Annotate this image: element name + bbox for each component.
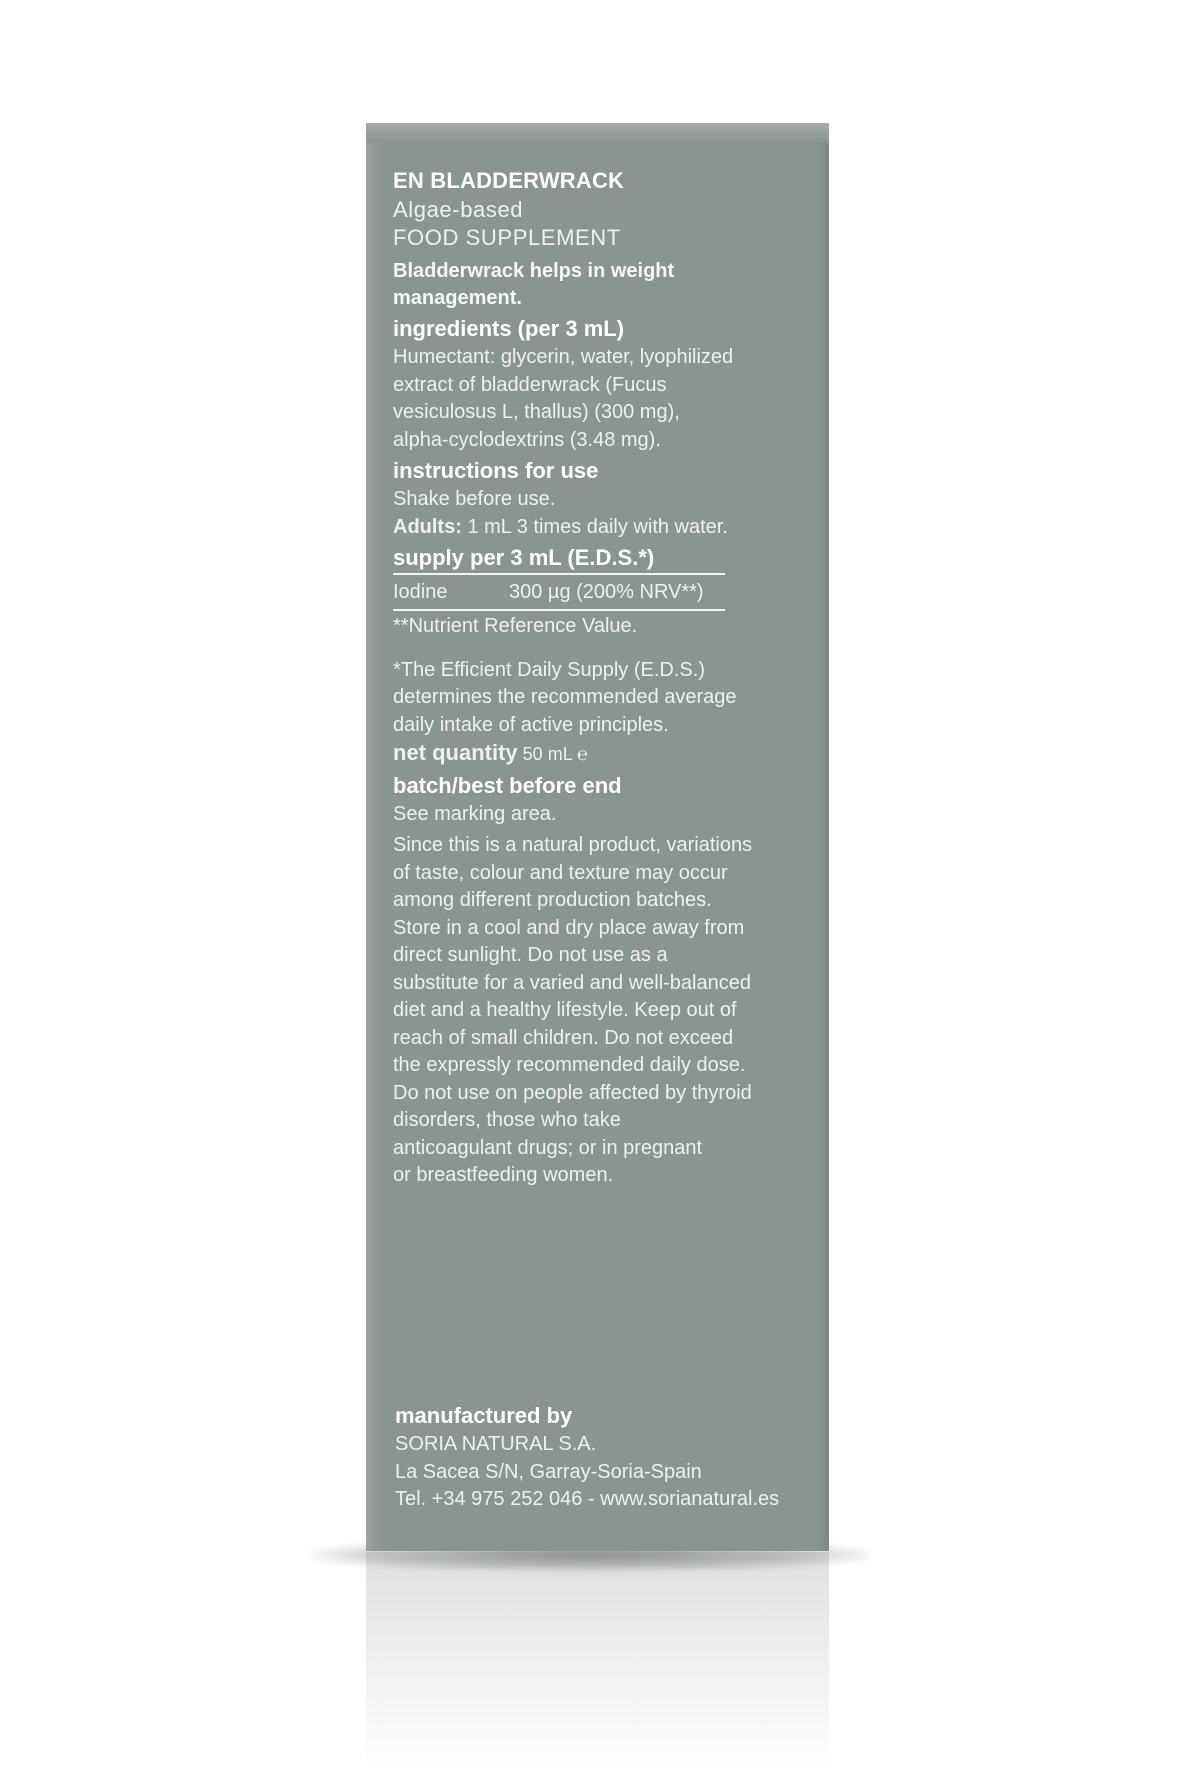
manufacturer-line: La Sacea S/N, Garray-Soria-Spain	[395, 1460, 702, 1483]
warning-line: direct sunlight. Do not use as a	[393, 944, 668, 966]
health-claim-line: management.	[393, 287, 522, 309]
eds-line: determines the recommended average	[393, 686, 737, 708]
ingredients-line: Humectant: glycerin, water, lyophilized	[393, 346, 734, 368]
net-quantity-label: net quantity	[393, 740, 518, 765]
nutrient-name: Iodine	[393, 581, 448, 603]
manufacturer-line: Tel. +34 975 252 046 - www.sorianatural.es	[395, 1488, 780, 1510]
warning-line: Store in a cool and dry place away from	[393, 916, 745, 939]
warning-line: among different production batches.	[393, 889, 712, 911]
adults-dosage	[393, 514, 813, 542]
instructions-title: instructions for use	[393, 458, 599, 483]
subtitle-algae: Algae-based	[393, 197, 524, 222]
ingredients-line: extract of bladderwrack (Fucus	[393, 373, 667, 396]
table-bottom-rule	[393, 609, 725, 611]
warning-line: Do not use on people affected by thyroid	[393, 1081, 752, 1104]
health-claim-line: Bladderwrack helps in weight	[393, 260, 675, 282]
box-reflection	[366, 1552, 829, 1772]
batch-title: batch/best before end	[393, 772, 622, 798]
adults-text: 1 mL 3 times daily with water.	[461, 515, 728, 538]
warning-line: substitute for a varied and well-balanced	[393, 971, 751, 994]
manufacturer-line: SORIA NATURAL S.A.	[395, 1433, 597, 1455]
warning-line: the expressly recommended daily dose.	[393, 1054, 746, 1076]
warning-line: disorders, those who take	[393, 1109, 621, 1131]
warning-line: reach of small children. Do not exceed	[393, 1026, 734, 1049]
box-top-edge	[366, 123, 829, 143]
manufacturer-title: manufactured by	[395, 1403, 573, 1428]
nutrient-row	[393, 575, 813, 609]
ingredients-title: ingredients (per 3 mL)	[393, 316, 625, 341]
supply-title: supply per 3 mL (E.D.S.*)	[393, 545, 655, 570]
batch-text: See marking area.	[393, 802, 557, 825]
label-text	[393, 166, 813, 1190]
warning-line: anticoagulant drugs; or in pregnant	[393, 1136, 703, 1159]
adults-label: Adults:	[393, 515, 462, 538]
nrv-note: **Nutrient Reference Value.	[393, 615, 638, 637]
warning-line: diet and a healthy lifestyle. Keep out of	[393, 999, 737, 1021]
net-quantity-value: 50 mL ℮	[517, 744, 588, 764]
warning-line: or breastfeeding women.	[393, 1164, 614, 1186]
warning-line: of taste, colour and texture may occur	[393, 861, 728, 884]
nutrient-value: 300 µg (200% NRV**)	[509, 581, 704, 603]
warning-line: Since this is a natural product, variations	[393, 834, 753, 856]
manufacturer-block	[395, 1401, 815, 1514]
ingredients-line: alpha-cyclodextrins (3.48 mg).	[393, 428, 661, 451]
spacer	[393, 641, 813, 657]
eds-line: daily intake of active principles.	[393, 713, 669, 736]
instructions-line: Shake before use.	[393, 488, 556, 510]
net-quantity	[393, 739, 813, 769]
ingredients-line: vesiculosus L, thallus) (300 mg),	[393, 401, 680, 423]
product-heading: EN BLADDERWRACK	[393, 168, 625, 193]
eds-line: *The Efficient Daily Supply (E.D.S.)	[393, 658, 705, 681]
subtitle-food-supplement: FOOD SUPPLEMENT	[393, 225, 621, 250]
